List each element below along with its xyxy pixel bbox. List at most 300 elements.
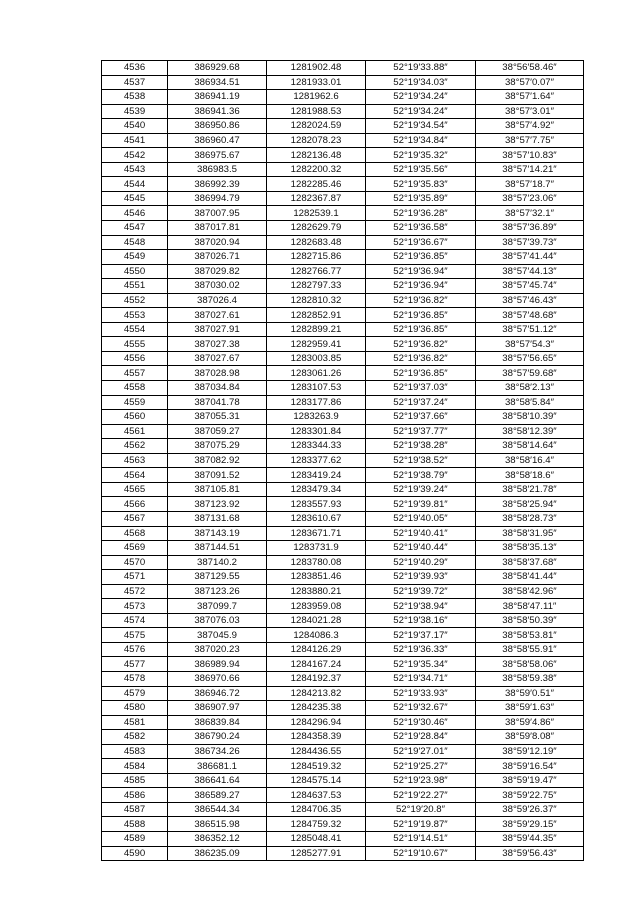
longitude-cell: 38°58′12.39″	[476, 424, 584, 439]
latitude-cell: 52°19′35.32″	[366, 148, 476, 163]
longitude-cell: 38°57′7.75″	[476, 133, 584, 148]
longitude-cell: 38°58′55.91″	[476, 642, 584, 657]
point-number-cell: 4550	[102, 264, 168, 279]
point-number-cell: 4563	[102, 453, 168, 468]
latitude-cell: 52°19′40.41″	[366, 526, 476, 541]
table-row	[102, 104, 584, 119]
table-row	[102, 366, 584, 381]
x-coordinate-cell: 386970.66	[168, 671, 267, 686]
latitude-cell: 52°19′23.98″	[366, 773, 476, 788]
point-number-cell: 4589	[102, 831, 168, 846]
latitude-cell: 52°19′36.82″	[366, 293, 476, 308]
longitude-cell: 38°58′31.95″	[476, 526, 584, 541]
x-coordinate-cell: 387131.68	[168, 511, 267, 526]
longitude-cell: 38°57′54.3″	[476, 337, 584, 352]
latitude-cell: 52°19′30.46″	[366, 715, 476, 730]
y-coordinate-cell: 1283557.93	[267, 497, 366, 512]
point-number-cell: 4558	[102, 381, 168, 396]
table-row	[102, 410, 584, 425]
point-number-cell: 4586	[102, 788, 168, 803]
point-number-cell: 4576	[102, 642, 168, 657]
y-coordinate-cell: 1283301.84	[267, 424, 366, 439]
point-number-cell: 4549	[102, 250, 168, 265]
longitude-cell: 38°58′25.94″	[476, 497, 584, 512]
longitude-cell: 38°57′23.06″	[476, 191, 584, 206]
point-number-cell: 4543	[102, 162, 168, 177]
longitude-cell: 38°57′59.68″	[476, 366, 584, 381]
longitude-cell: 38°57′32.1″	[476, 206, 584, 221]
latitude-cell: 52°19′19.87″	[366, 817, 476, 832]
latitude-cell: 52°19′36.67″	[366, 235, 476, 250]
x-coordinate-cell: 386515.98	[168, 817, 267, 832]
y-coordinate-cell: 1285048.41	[267, 831, 366, 846]
y-coordinate-cell: 1284213.82	[267, 686, 366, 701]
y-coordinate-cell: 1284126.29	[267, 642, 366, 657]
y-coordinate-cell: 1284706.35	[267, 802, 366, 817]
longitude-cell: 38°58′50.39″	[476, 613, 584, 628]
longitude-cell: 38°58′28.73″	[476, 511, 584, 526]
latitude-cell: 52°19′34.54″	[366, 119, 476, 134]
y-coordinate-cell: 1284192.37	[267, 671, 366, 686]
y-coordinate-cell: 1282852.91	[267, 308, 366, 323]
x-coordinate-cell: 386352.12	[168, 831, 267, 846]
x-coordinate-cell: 387129.55	[168, 570, 267, 585]
table-row	[102, 439, 584, 454]
point-number-cell: 4566	[102, 497, 168, 512]
y-coordinate-cell: 1284021.28	[267, 613, 366, 628]
longitude-cell: 38°57′41.44″	[476, 250, 584, 265]
point-number-cell: 4551	[102, 279, 168, 294]
table-row	[102, 61, 584, 76]
longitude-cell: 38°58′59.38″	[476, 671, 584, 686]
point-number-cell: 4547	[102, 221, 168, 236]
longitude-cell: 38°58′16.4″	[476, 453, 584, 468]
x-coordinate-cell: 387055.31	[168, 410, 267, 425]
x-coordinate-cell: 386983.5	[168, 162, 267, 177]
point-number-cell: 4536	[102, 61, 168, 76]
x-coordinate-cell: 386946.72	[168, 686, 267, 701]
y-coordinate-cell: 1282539.1	[267, 206, 366, 221]
x-coordinate-cell: 387027.67	[168, 351, 267, 366]
x-coordinate-cell: 386790.24	[168, 730, 267, 745]
longitude-cell: 38°57′0.07″	[476, 75, 584, 90]
table-row	[102, 264, 584, 279]
longitude-cell: 38°57′45.74″	[476, 279, 584, 294]
table-row	[102, 642, 584, 657]
table-row	[102, 148, 584, 163]
latitude-cell: 52°19′36.82″	[366, 351, 476, 366]
latitude-cell: 52°19′36.85″	[366, 322, 476, 337]
longitude-cell: 38°59′4.86″	[476, 715, 584, 730]
longitude-cell: 38°59′44.35″	[476, 831, 584, 846]
point-number-cell: 4538	[102, 90, 168, 105]
y-coordinate-cell: 1282024.59	[267, 119, 366, 134]
x-coordinate-cell: 386929.68	[168, 61, 267, 76]
y-coordinate-cell: 1282959.41	[267, 337, 366, 352]
table-row	[102, 511, 584, 526]
x-coordinate-cell: 387091.52	[168, 468, 267, 483]
longitude-cell: 38°57′46.43″	[476, 293, 584, 308]
x-coordinate-cell: 387029.82	[168, 264, 267, 279]
latitude-cell: 52°19′25.27″	[366, 759, 476, 774]
point-number-cell: 4548	[102, 235, 168, 250]
table-row	[102, 570, 584, 585]
table-row	[102, 322, 584, 337]
y-coordinate-cell: 1283061.26	[267, 366, 366, 381]
point-number-cell: 4539	[102, 104, 168, 119]
x-coordinate-cell: 386681.1	[168, 759, 267, 774]
x-coordinate-cell: 387020.94	[168, 235, 267, 250]
table-row	[102, 308, 584, 323]
longitude-cell: 38°59′19.47″	[476, 773, 584, 788]
latitude-cell: 52°19′34.24″	[366, 90, 476, 105]
x-coordinate-cell: 386641.64	[168, 773, 267, 788]
latitude-cell: 52°19′34.71″	[366, 671, 476, 686]
point-number-cell: 4587	[102, 802, 168, 817]
x-coordinate-cell: 386975.67	[168, 148, 267, 163]
point-number-cell: 4552	[102, 293, 168, 308]
x-coordinate-cell: 387123.92	[168, 497, 267, 512]
x-coordinate-cell: 387027.61	[168, 308, 267, 323]
x-coordinate-cell: 387140.2	[168, 555, 267, 570]
longitude-cell: 38°59′12.19″	[476, 744, 584, 759]
y-coordinate-cell: 1282810.32	[267, 293, 366, 308]
table-row	[102, 250, 584, 265]
x-coordinate-cell: 387034.84	[168, 381, 267, 396]
y-coordinate-cell: 1282766.77	[267, 264, 366, 279]
latitude-cell: 52°19′36.82″	[366, 337, 476, 352]
coordinates-table-body	[102, 61, 584, 861]
table-row	[102, 119, 584, 134]
latitude-cell: 52°19′10.67″	[366, 846, 476, 861]
longitude-cell: 38°57′14.21″	[476, 162, 584, 177]
point-number-cell: 4590	[102, 846, 168, 861]
latitude-cell: 52°19′37.77″	[366, 424, 476, 439]
latitude-cell: 52°19′35.34″	[366, 657, 476, 672]
table-row	[102, 526, 584, 541]
point-number-cell: 4560	[102, 410, 168, 425]
y-coordinate-cell: 1284235.38	[267, 701, 366, 716]
latitude-cell: 52°19′36.94″	[366, 279, 476, 294]
longitude-cell: 38°57′44.13″	[476, 264, 584, 279]
table-row	[102, 235, 584, 250]
latitude-cell: 52°19′40.44″	[366, 541, 476, 556]
point-number-cell: 4573	[102, 599, 168, 614]
x-coordinate-cell: 386934.51	[168, 75, 267, 90]
point-number-cell: 4546	[102, 206, 168, 221]
y-coordinate-cell: 1282285.46	[267, 177, 366, 192]
longitude-cell: 38°58′42.96″	[476, 584, 584, 599]
point-number-cell: 4568	[102, 526, 168, 541]
latitude-cell: 52°19′38.94″	[366, 599, 476, 614]
y-coordinate-cell: 1283419.24	[267, 468, 366, 483]
x-coordinate-cell: 387030.02	[168, 279, 267, 294]
table-row	[102, 381, 584, 396]
latitude-cell: 52°19′40.29″	[366, 555, 476, 570]
point-number-cell: 4578	[102, 671, 168, 686]
table-row	[102, 628, 584, 643]
table-row	[102, 221, 584, 236]
table-row	[102, 541, 584, 556]
table-row	[102, 802, 584, 817]
y-coordinate-cell: 1283003.85	[267, 351, 366, 366]
x-coordinate-cell: 386907.97	[168, 701, 267, 716]
point-number-cell: 4554	[102, 322, 168, 337]
longitude-cell: 38°57′18.7″	[476, 177, 584, 192]
longitude-cell: 38°58′37.68″	[476, 555, 584, 570]
table-row	[102, 715, 584, 730]
latitude-cell: 52°19′33.88″	[366, 61, 476, 76]
latitude-cell: 52°19′35.56″	[366, 162, 476, 177]
longitude-cell: 38°58′18.6″	[476, 468, 584, 483]
y-coordinate-cell: 1284358.39	[267, 730, 366, 745]
longitude-cell: 38°59′29.15″	[476, 817, 584, 832]
point-number-cell: 4557	[102, 366, 168, 381]
x-coordinate-cell: 386994.79	[168, 191, 267, 206]
y-coordinate-cell: 1284296.94	[267, 715, 366, 730]
table-row	[102, 773, 584, 788]
latitude-cell: 52°19′38.52″	[366, 453, 476, 468]
x-coordinate-cell: 387017.81	[168, 221, 267, 236]
table-row	[102, 788, 584, 803]
x-coordinate-cell: 387045.9	[168, 628, 267, 643]
latitude-cell: 52°19′37.03″	[366, 381, 476, 396]
x-coordinate-cell: 387059.27	[168, 424, 267, 439]
latitude-cell: 52°19′20.8″	[366, 802, 476, 817]
x-coordinate-cell: 386941.19	[168, 90, 267, 105]
y-coordinate-cell: 1281933.01	[267, 75, 366, 90]
point-number-cell: 4564	[102, 468, 168, 483]
y-coordinate-cell: 1282136.48	[267, 148, 366, 163]
latitude-cell: 52°19′14.51″	[366, 831, 476, 846]
latitude-cell: 52°19′36.85″	[366, 250, 476, 265]
table-row	[102, 395, 584, 410]
table-row	[102, 133, 584, 148]
y-coordinate-cell: 1281962.6	[267, 90, 366, 105]
y-coordinate-cell: 1281902.48	[267, 61, 366, 76]
y-coordinate-cell: 1283263.9	[267, 410, 366, 425]
table-row	[102, 337, 584, 352]
longitude-cell: 38°57′48.68″	[476, 308, 584, 323]
y-coordinate-cell: 1282200.32	[267, 162, 366, 177]
x-coordinate-cell: 386992.39	[168, 177, 267, 192]
y-coordinate-cell: 1284167.24	[267, 657, 366, 672]
table-row	[102, 177, 584, 192]
point-number-cell: 4569	[102, 541, 168, 556]
y-coordinate-cell: 1282683.48	[267, 235, 366, 250]
table-row	[102, 701, 584, 716]
longitude-cell: 38°57′39.73″	[476, 235, 584, 250]
latitude-cell: 52°19′39.93″	[366, 570, 476, 585]
latitude-cell: 52°19′34.03″	[366, 75, 476, 90]
longitude-cell: 38°58′41.44″	[476, 570, 584, 585]
x-coordinate-cell: 387105.81	[168, 482, 267, 497]
y-coordinate-cell: 1285277.91	[267, 846, 366, 861]
point-number-cell: 4559	[102, 395, 168, 410]
table-row	[102, 555, 584, 570]
longitude-cell: 38°59′0.51″	[476, 686, 584, 701]
x-coordinate-cell: 387007.95	[168, 206, 267, 221]
point-number-cell: 4553	[102, 308, 168, 323]
latitude-cell: 52°19′37.17″	[366, 628, 476, 643]
latitude-cell: 52°19′36.58″	[366, 221, 476, 236]
y-coordinate-cell: 1281988.53	[267, 104, 366, 119]
latitude-cell: 52°19′38.79″	[366, 468, 476, 483]
x-coordinate-cell: 386734.26	[168, 744, 267, 759]
x-coordinate-cell: 387027.91	[168, 322, 267, 337]
point-number-cell: 4545	[102, 191, 168, 206]
longitude-cell: 38°57′1.64″	[476, 90, 584, 105]
x-coordinate-cell: 387027.38	[168, 337, 267, 352]
table-row	[102, 162, 584, 177]
table-row	[102, 468, 584, 483]
table-row	[102, 293, 584, 308]
point-number-cell: 4582	[102, 730, 168, 745]
longitude-cell: 38°57′3.01″	[476, 104, 584, 119]
y-coordinate-cell: 1283880.21	[267, 584, 366, 599]
longitude-cell: 38°58′47.11″	[476, 599, 584, 614]
latitude-cell: 52°19′37.24″	[366, 395, 476, 410]
y-coordinate-cell: 1283479.34	[267, 482, 366, 497]
point-number-cell: 4541	[102, 133, 168, 148]
point-number-cell: 4542	[102, 148, 168, 163]
longitude-cell: 38°58′2.13″	[476, 381, 584, 396]
coordinate-sheet	[101, 60, 583, 861]
point-number-cell: 4565	[102, 482, 168, 497]
y-coordinate-cell: 1283344.33	[267, 439, 366, 454]
latitude-cell: 52°19′35.89″	[366, 191, 476, 206]
y-coordinate-cell: 1283959.08	[267, 599, 366, 614]
x-coordinate-cell: 387026.4	[168, 293, 267, 308]
point-number-cell: 4585	[102, 773, 168, 788]
y-coordinate-cell: 1282367.87	[267, 191, 366, 206]
longitude-cell: 38°57′36.89″	[476, 221, 584, 236]
y-coordinate-cell: 1282078.23	[267, 133, 366, 148]
latitude-cell: 52°19′33.93″	[366, 686, 476, 701]
x-coordinate-cell: 386544.34	[168, 802, 267, 817]
y-coordinate-cell: 1282715.86	[267, 250, 366, 265]
latitude-cell: 52°19′36.33″	[366, 642, 476, 657]
latitude-cell: 52°19′38.28″	[366, 439, 476, 454]
latitude-cell: 52°19′40.05″	[366, 511, 476, 526]
point-number-cell: 4584	[102, 759, 168, 774]
longitude-cell: 38°59′8.08″	[476, 730, 584, 745]
table-row	[102, 759, 584, 774]
latitude-cell: 52°19′34.24″	[366, 104, 476, 119]
y-coordinate-cell: 1284759.32	[267, 817, 366, 832]
y-coordinate-cell: 1282797.33	[267, 279, 366, 294]
x-coordinate-cell: 386589.27	[168, 788, 267, 803]
table-row	[102, 279, 584, 294]
table-row	[102, 744, 584, 759]
y-coordinate-cell: 1282899.21	[267, 322, 366, 337]
x-coordinate-cell: 387075.29	[168, 439, 267, 454]
x-coordinate-cell: 386235.09	[168, 846, 267, 861]
table-row	[102, 75, 584, 90]
longitude-cell: 38°58′35.13″	[476, 541, 584, 556]
latitude-cell: 52°19′35.83″	[366, 177, 476, 192]
x-coordinate-cell: 387144.51	[168, 541, 267, 556]
table-row	[102, 657, 584, 672]
longitude-cell: 38°58′10.39″	[476, 410, 584, 425]
point-number-cell: 4556	[102, 351, 168, 366]
point-number-cell: 4588	[102, 817, 168, 832]
table-row	[102, 584, 584, 599]
longitude-cell: 38°59′22.75″	[476, 788, 584, 803]
table-row	[102, 191, 584, 206]
latitude-cell: 52°19′39.24″	[366, 482, 476, 497]
longitude-cell: 38°58′53.81″	[476, 628, 584, 643]
longitude-cell: 38°57′4.92″	[476, 119, 584, 134]
table-row	[102, 817, 584, 832]
latitude-cell: 52°19′36.28″	[366, 206, 476, 221]
y-coordinate-cell: 1284436.55	[267, 744, 366, 759]
y-coordinate-cell: 1283610.67	[267, 511, 366, 526]
coordinates-table	[101, 60, 584, 861]
y-coordinate-cell: 1283780.08	[267, 555, 366, 570]
y-coordinate-cell: 1283851.46	[267, 570, 366, 585]
point-number-cell: 4580	[102, 701, 168, 716]
x-coordinate-cell: 387099.7	[168, 599, 267, 614]
y-coordinate-cell: 1284637.53	[267, 788, 366, 803]
table-row	[102, 671, 584, 686]
longitude-cell: 38°58′5.84″	[476, 395, 584, 410]
x-coordinate-cell: 387076.03	[168, 613, 267, 628]
point-number-cell: 4562	[102, 439, 168, 454]
point-number-cell: 4579	[102, 686, 168, 701]
point-number-cell: 4544	[102, 177, 168, 192]
table-row	[102, 599, 584, 614]
point-number-cell: 4577	[102, 657, 168, 672]
latitude-cell: 52°19′32.67″	[366, 701, 476, 716]
x-coordinate-cell: 386989.94	[168, 657, 267, 672]
table-row	[102, 424, 584, 439]
latitude-cell: 52°19′27.01″	[366, 744, 476, 759]
longitude-cell: 38°58′58.06″	[476, 657, 584, 672]
x-coordinate-cell: 387020.23	[168, 642, 267, 657]
latitude-cell: 52°19′36.85″	[366, 366, 476, 381]
x-coordinate-cell: 387026.71	[168, 250, 267, 265]
y-coordinate-cell: 1283671.71	[267, 526, 366, 541]
y-coordinate-cell: 1283731.9	[267, 541, 366, 556]
y-coordinate-cell: 1283107.53	[267, 381, 366, 396]
table-row	[102, 453, 584, 468]
point-number-cell: 4567	[102, 511, 168, 526]
y-coordinate-cell: 1282629.79	[267, 221, 366, 236]
longitude-cell: 38°58′21.78″	[476, 482, 584, 497]
x-coordinate-cell: 386941.36	[168, 104, 267, 119]
latitude-cell: 52°19′36.85″	[366, 308, 476, 323]
longitude-cell: 38°59′1.63″	[476, 701, 584, 716]
point-number-cell: 4561	[102, 424, 168, 439]
longitude-cell: 38°58′14.64″	[476, 439, 584, 454]
y-coordinate-cell: 1284086.3	[267, 628, 366, 643]
y-coordinate-cell: 1284519.32	[267, 759, 366, 774]
latitude-cell: 52°19′37.66″	[366, 410, 476, 425]
point-number-cell: 4570	[102, 555, 168, 570]
x-coordinate-cell: 386950.86	[168, 119, 267, 134]
table-row	[102, 351, 584, 366]
longitude-cell: 38°56′58.46″	[476, 61, 584, 76]
x-coordinate-cell: 387041.78	[168, 395, 267, 410]
table-row	[102, 686, 584, 701]
latitude-cell: 52°19′39.81″	[366, 497, 476, 512]
point-number-cell: 4572	[102, 584, 168, 599]
point-number-cell: 4581	[102, 715, 168, 730]
x-coordinate-cell: 386839.84	[168, 715, 267, 730]
longitude-cell: 38°59′56.43″	[476, 846, 584, 861]
latitude-cell: 52°19′38.16″	[366, 613, 476, 628]
